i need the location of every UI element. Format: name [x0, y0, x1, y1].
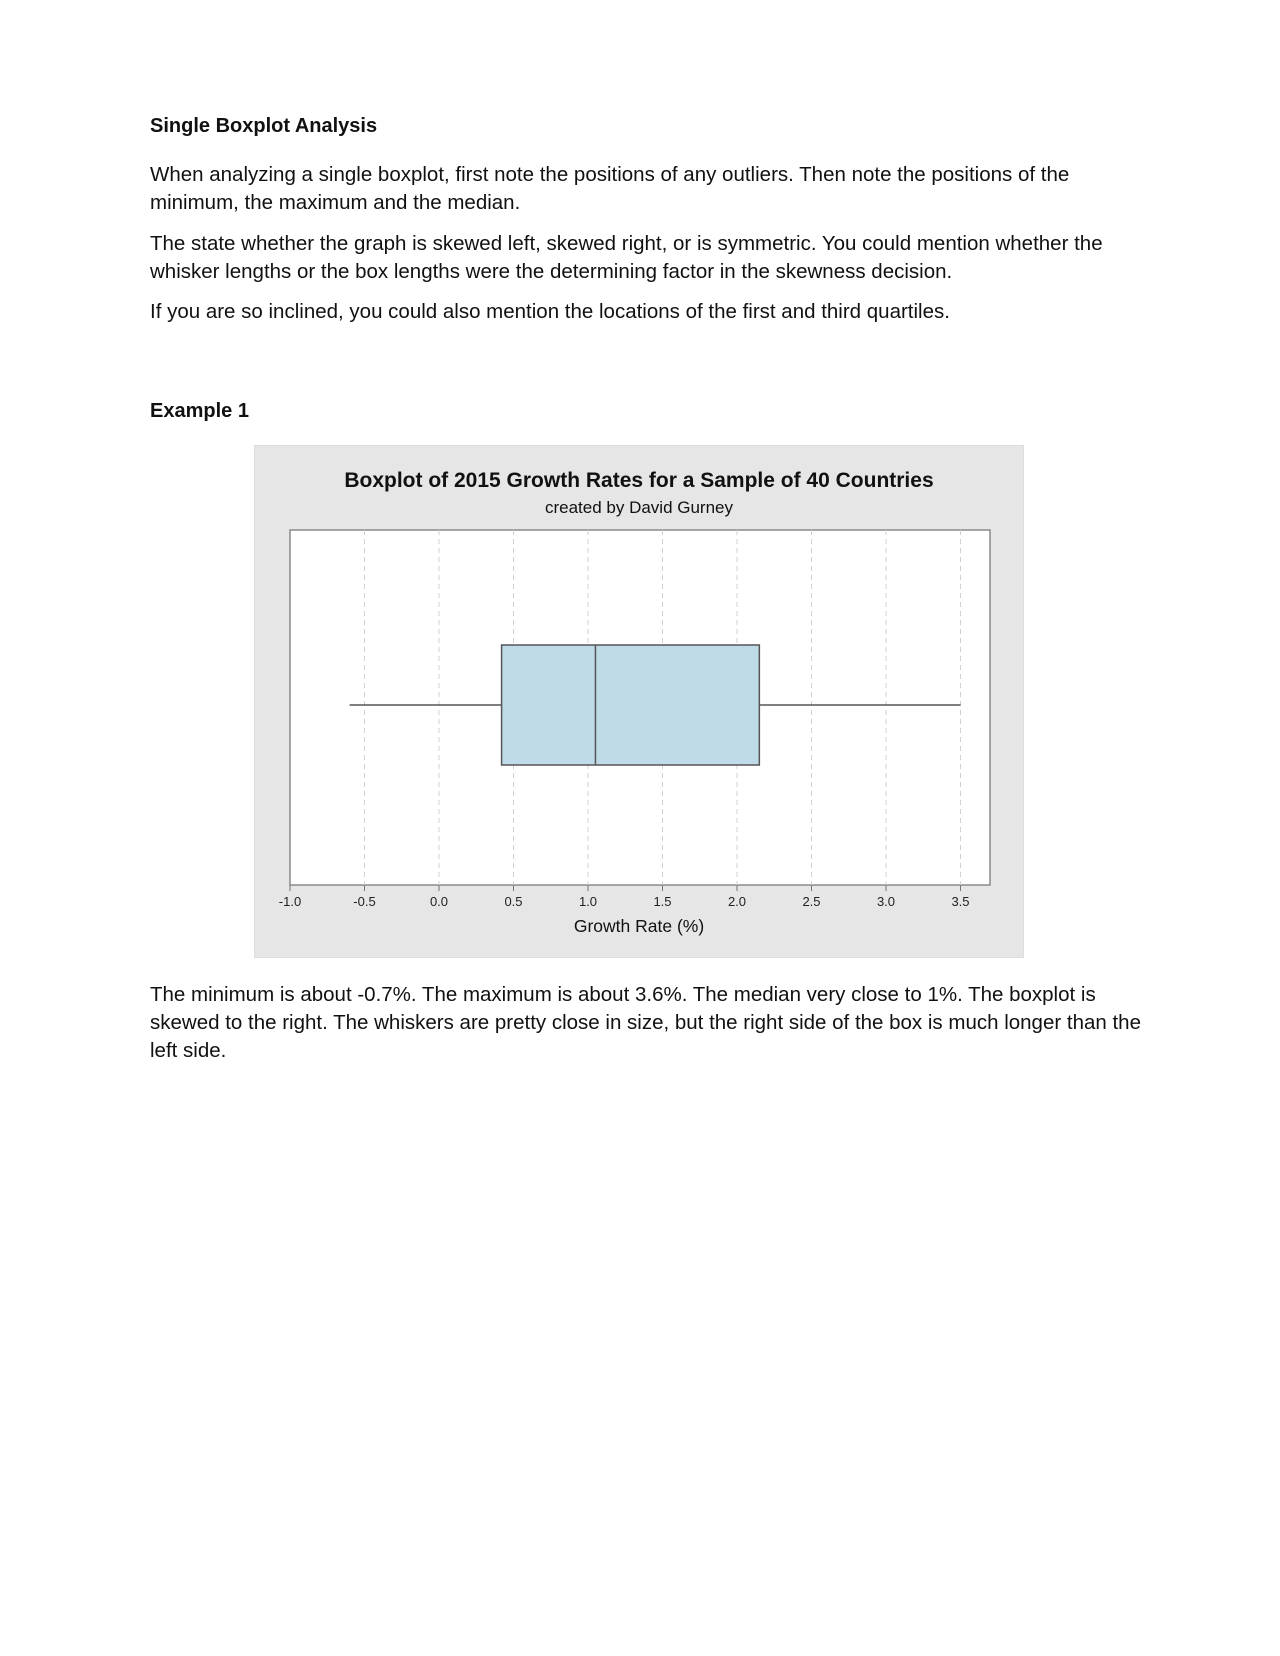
- conclusion-paragraph: The minimum is about -0.7%. The maximum is about 3.6%. The median very close to 1%. The boxplot is skewed to the right. The whiskers are pretty close in size, but the right side of the box is much longer than the left side.: [150, 983, 1141, 1062]
- chart-title: Boxplot of 2015 Growth Rates for a Sample of 40 Countries: [344, 469, 934, 492]
- tick-label: 0.5: [504, 894, 523, 909]
- chart-subtitle: created by David Gurney: [544, 498, 734, 517]
- x-axis-label: Growth Rate (%): [573, 916, 705, 936]
- tick-label: 3.0: [876, 894, 896, 909]
- intro-paragraph-3: If you are so inclined, you could also mention the locations of the first and third quartiles.: [150, 300, 950, 323]
- intro-paragraph-2: The state whether the graph is skewed left, skewed right, or is symmetric. You could mention whether the whisker lengths or the box lengths were the determining factor in the skewness decision.: [150, 232, 1103, 283]
- boxplot-chart: [254, 445, 1024, 958]
- page-heading: Single Boxplot Analysis: [150, 115, 378, 137]
- tick-label: 1.5: [653, 894, 672, 909]
- tick-label: -1.0: [278, 894, 302, 909]
- tick-label: 2.5: [802, 894, 821, 909]
- tick-label: 0.0: [429, 894, 449, 909]
- example-heading: Example 1: [150, 400, 249, 422]
- tick-label: 2.0: [727, 894, 747, 909]
- tick-label: -0.5: [353, 894, 376, 909]
- intro-paragraph-1: When analyzing a single boxplot, first note the positions of any outliers. Then note the positions of the minimum, the maximum and the median.: [150, 163, 1070, 214]
- boxplot-figure: [254, 445, 1024, 958]
- box-iqr: [502, 645, 760, 765]
- tick-label: 3.5: [951, 894, 970, 909]
- tick-label: 1.0: [578, 894, 598, 909]
